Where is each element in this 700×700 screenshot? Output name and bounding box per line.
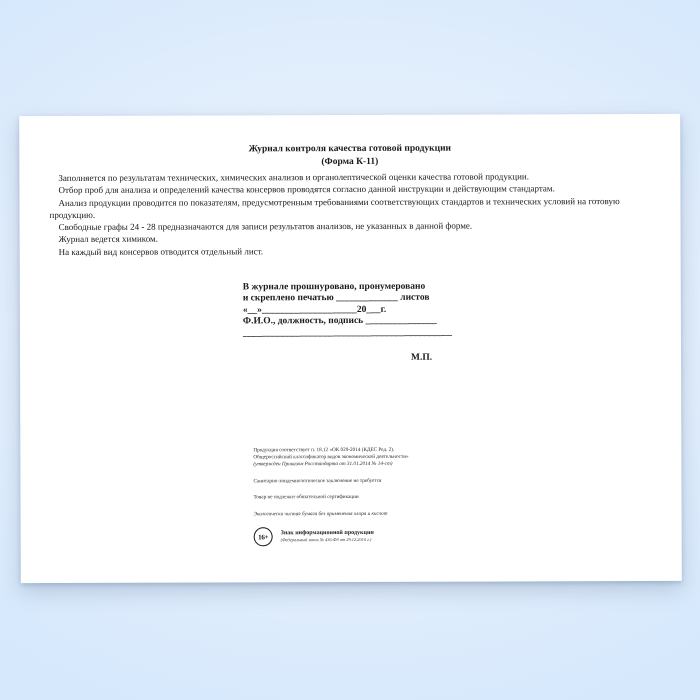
instruction-paragraph: Журнал ведется химиком. — [58, 234, 158, 245]
sanitary-note: Санитарно-эпидемиологическое заключение не требуется — [253, 477, 382, 484]
stitch-line-date-blank: «__»____________________20___г. — [242, 304, 387, 316]
instruction-paragraph: Анализ продукции проводится по показателям, предусмотренным требованиями соответствующих стандартов и технических условий на готовую продукцию. — [49, 195, 620, 220]
paper-sheet — [19, 114, 682, 583]
seal-place-mark: М.П. — [411, 352, 433, 363]
document-header — [19, 142, 680, 169]
instruction-paragraph: Свободные графы 24 - 28 предназначаются для записи результатов анализов, не указанных в данной форме. — [58, 220, 473, 233]
age-rating-16-badge: 16+ — [254, 527, 273, 546]
stitch-line: В журнале прошнуровано, пронумеровано — [242, 281, 426, 293]
stitch-line-sheets-blank: и скреплено печатью _____________ листов — [242, 293, 430, 304]
conformity-note: (утвержден Приказом Росстандарта от 31.01.2014 № 14-ст) — [253, 460, 393, 468]
stitch-certification-block — [243, 282, 453, 340]
stitch-line-underline: ____________________________________________ — [242, 327, 452, 339]
document-form-number: (Форма К-11) — [321, 156, 379, 167]
info-sign-title: Знак информационной продукции — [280, 529, 374, 537]
info-sign-caption — [281, 530, 374, 543]
eco-paper-note: Экологически чистая бумага без применения хлора и кислот — [253, 510, 388, 517]
instruction-paragraph: На каждый вид консервов отводится отдельный лист. — [58, 246, 264, 257]
instruction-paragraph: Отбор проб для анализа и определений качества консервов проводятся согласно данной инструкции и действующим стандартам. — [58, 183, 555, 196]
info-product-sign — [254, 527, 374, 546]
conformity-line: Продукция соответствует п. 18.12 «ОК 029-2014 (КДЕС Ред. 2). — [253, 446, 395, 454]
conformity-line: Общероссийский классификатор видов экономической деятельности» — [253, 453, 409, 461]
instruction-paragraph: Заполняется по результатам технических, химических анализов и органолептической оценки качества готовой продукции. — [58, 171, 529, 184]
info-sign-law: (Федеральный закон № 436-ФЗ от 29.12.2010 г.) — [280, 536, 372, 543]
instructions-block — [49, 170, 657, 258]
publisher-fine-print — [253, 447, 408, 518]
document-title: Журнал контроля качества готовой продукции — [248, 143, 452, 155]
stitch-line-signature-blank: Ф.И.О., должность, подпись _______________ — [242, 315, 437, 327]
certification-note: Товар не подлежит обязательной сертификации — [253, 493, 359, 501]
